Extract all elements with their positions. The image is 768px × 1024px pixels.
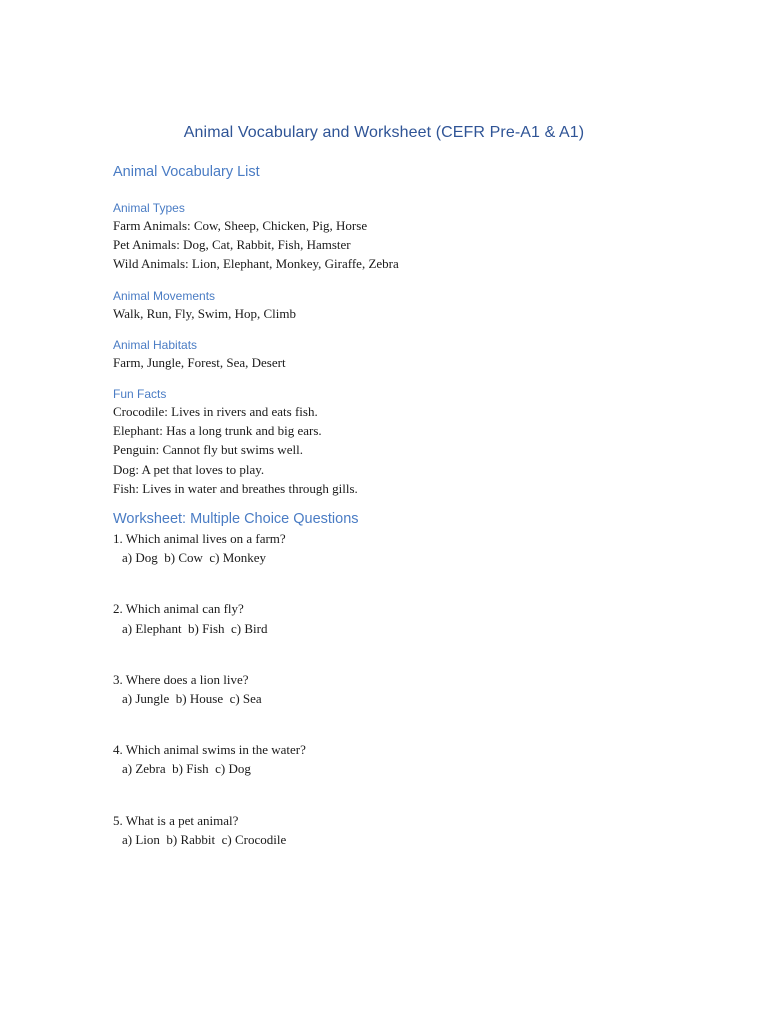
fun-fact-elephant: Elephant: Has a long trunk and big ears. xyxy=(113,423,322,439)
question-options: a) Jungle b) House c) Sea xyxy=(122,691,262,707)
question-item xyxy=(113,599,713,637)
fun-fact-crocodile: Crocodile: Lives in rivers and eats fish. xyxy=(113,404,318,420)
question-item xyxy=(113,811,713,849)
wild-animals-line: Wild Animals: Lion, Elephant, Monkey, Giraffe, Zebra xyxy=(113,256,399,272)
animal-types-section xyxy=(113,200,713,274)
question-text: 1. Which animal lives on a farm? xyxy=(113,531,286,547)
fun-fact-dog: Dog: A pet that loves to play. xyxy=(113,461,265,477)
question-item xyxy=(113,529,713,567)
fun-fact-penguin: Penguin: Cannot fly but swims well. xyxy=(113,442,303,458)
animal-types-heading: Animal Types xyxy=(113,201,185,215)
animal-movements-section xyxy=(113,288,713,323)
farm-animals-line: Farm Animals: Cow, Sheep, Chicken, Pig, Horse xyxy=(113,218,368,233)
worksheet-questions xyxy=(113,529,713,849)
question-options: a) Zebra b) Fish c) Dog xyxy=(122,761,251,777)
fun-fact-fish: Fish: Lives in water and breathes through gills. xyxy=(113,480,358,496)
question-item xyxy=(113,740,713,778)
animal-habitats-heading: Animal Habitats xyxy=(113,337,198,352)
document-body xyxy=(113,162,713,849)
question-options: a) Elephant b) Fish c) Bird xyxy=(122,620,268,636)
movements-line: Walk, Run, Fly, Swim, Hop, Climb xyxy=(113,305,297,321)
question-text: 4. Which animal swims in the water? xyxy=(113,742,306,758)
habitats-line: Farm, Jungle, Forest, Sea, Desert xyxy=(113,354,286,370)
question-text: 5. What is a pet animal? xyxy=(113,812,239,828)
question-text: 3. Where does a lion live? xyxy=(113,671,249,687)
worksheet-heading: Worksheet: Multiple Choice Questions xyxy=(113,511,359,528)
animal-movements-heading: Animal Movements xyxy=(113,288,216,303)
question-options: a) Dog b) Cow c) Monkey xyxy=(122,550,267,566)
pet-animals-line: Pet Animals: Dog, Cat, Rabbit, Fish, Hamster xyxy=(113,237,351,253)
question-item xyxy=(113,670,713,708)
fun-facts-heading: Fun Facts xyxy=(113,387,167,402)
question-text: 2. Which animal can fly? xyxy=(113,601,244,617)
document-title: Animal Vocabulary and Worksheet (CEFR Pre-A1 & A1) xyxy=(183,124,585,141)
vocabulary-heading: Animal Vocabulary List xyxy=(113,164,260,180)
question-options: a) Lion b) Rabbit c) Crocodile xyxy=(122,831,287,847)
animal-habitats-section xyxy=(113,337,713,372)
fun-facts-section xyxy=(113,386,713,498)
